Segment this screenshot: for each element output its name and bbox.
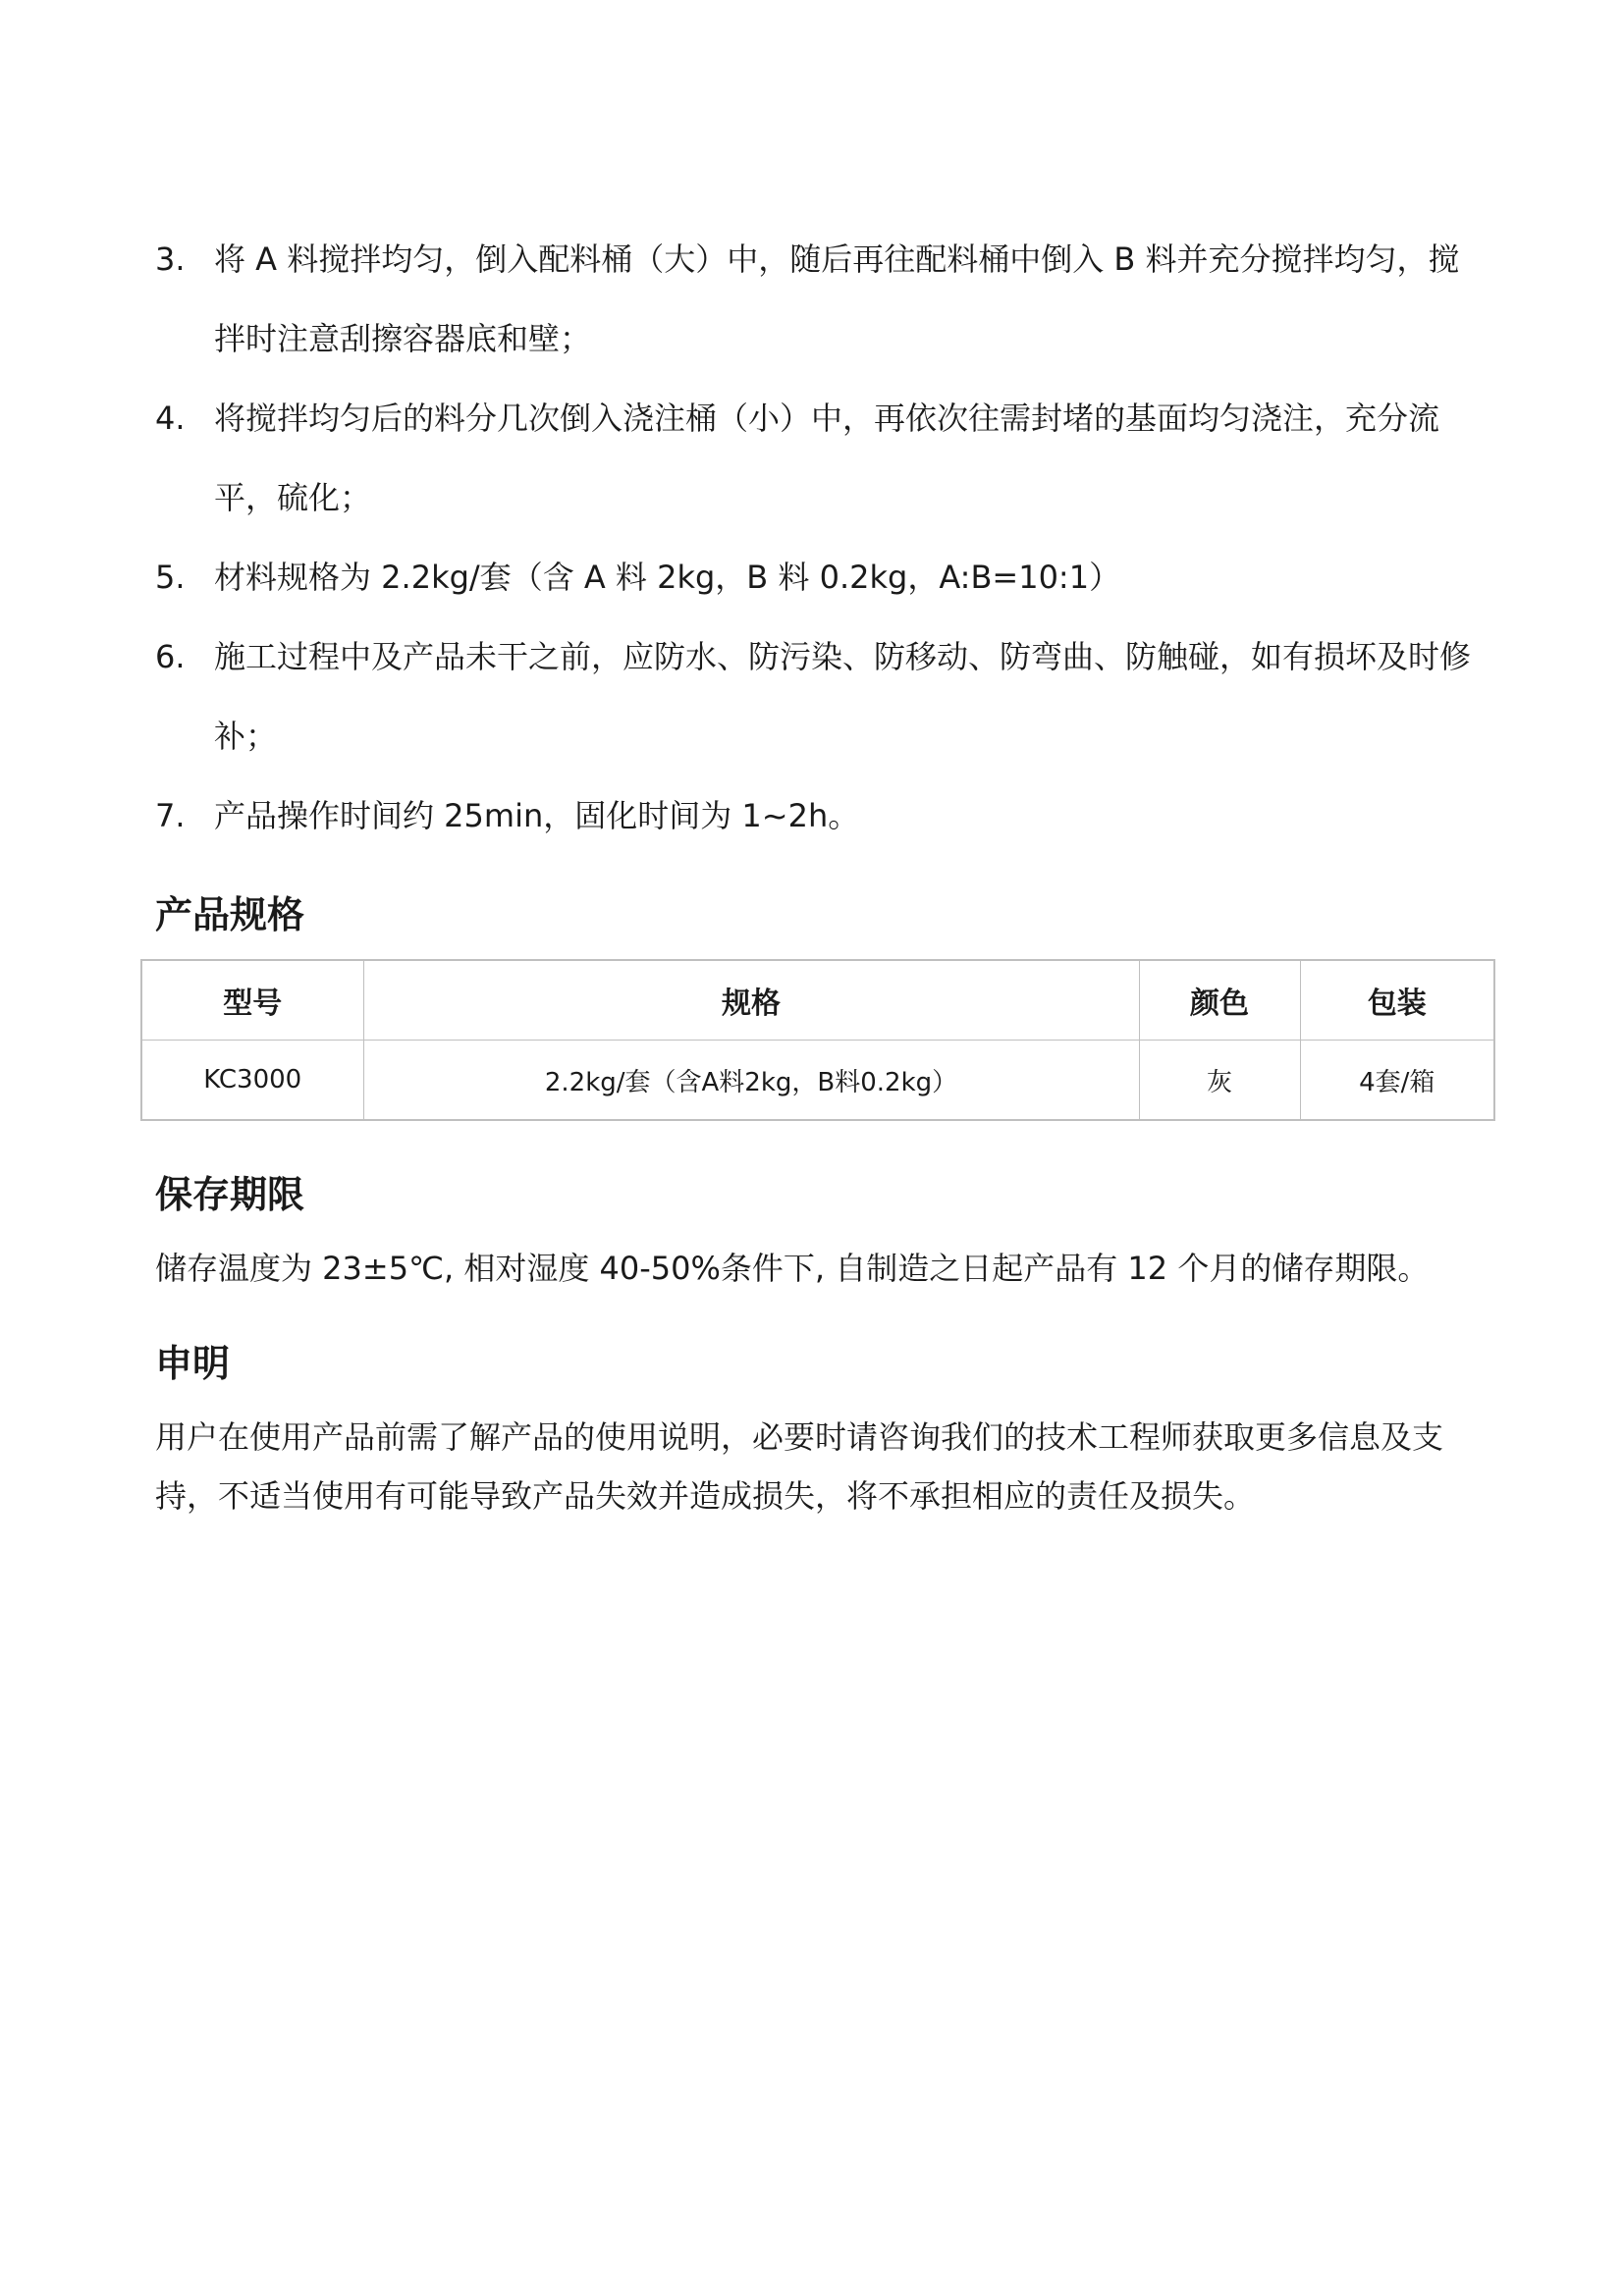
header-package: 包装: [1300, 960, 1494, 1041]
step-item: [155, 776, 1490, 856]
spec-section-title: 产品规格: [155, 893, 305, 936]
statement-text: 用户在使用产品前需了解产品的使用说明，必要时请咨询我们的技术工程师获取更多信息及支持，不适当使用有可能导致产品失效并造成损失，将不承担相应的责任及损失。: [155, 1418, 1444, 1515]
header-model: 型号: [141, 960, 363, 1041]
step-text: 施工过程中及产品未干之前，应防水、防污染、防移动、防弯曲、防触碰，如有损坏及时修补；: [214, 638, 1472, 755]
step-item: [155, 617, 1490, 776]
step-number: 4.: [155, 400, 186, 437]
statement-section-title: 申明: [155, 1342, 231, 1385]
cell-model: KC3000: [141, 1041, 363, 1121]
table-row: [141, 1041, 1494, 1121]
spec-table: [140, 959, 1495, 1121]
step-item: [155, 220, 1490, 379]
instruction-steps: [155, 220, 1490, 856]
step-item: [155, 538, 1490, 617]
cell-package: 4套/箱: [1300, 1041, 1494, 1121]
step-number: 5.: [155, 559, 186, 596]
storage-text: 储存温度为 23±5℃, 相对湿度 40-50%条件下, 自制造之日起产品有 12 个月的储存期限。: [155, 1250, 1430, 1287]
cell-spec: 2.2kg/套（含A料2kg，B料0.2kg）: [363, 1041, 1139, 1121]
table-header-row: [141, 960, 1494, 1041]
step-text: 材料规格为 2.2kg/套（含 A 料 2kg，B 料 0.2kg，A:B=10:1）: [214, 559, 1121, 596]
step-item: [155, 379, 1490, 538]
storage-section-title: 保存期限: [155, 1173, 305, 1216]
cell-color: 灰: [1139, 1041, 1300, 1121]
step-text: 产品操作时间约 25min，固化时间为 1~2h。: [214, 797, 860, 834]
step-text: 将 A 料搅拌均匀，倒入配料桶（大）中，随后再往配料桶中倒入 B 料并充分搅拌均匀，搅拌时注意刮擦容器底和壁；: [214, 240, 1460, 357]
header-color: 颜色: [1139, 960, 1300, 1041]
header-spec: 规格: [363, 960, 1139, 1041]
step-number: 3.: [155, 240, 186, 278]
step-number: 7.: [155, 797, 186, 834]
step-number: 6.: [155, 638, 186, 675]
step-text: 将搅拌均匀后的料分几次倒入浇注桶（小）中，再依次往需封堵的基面均匀浇注，充分流平，硫化；: [214, 400, 1440, 516]
